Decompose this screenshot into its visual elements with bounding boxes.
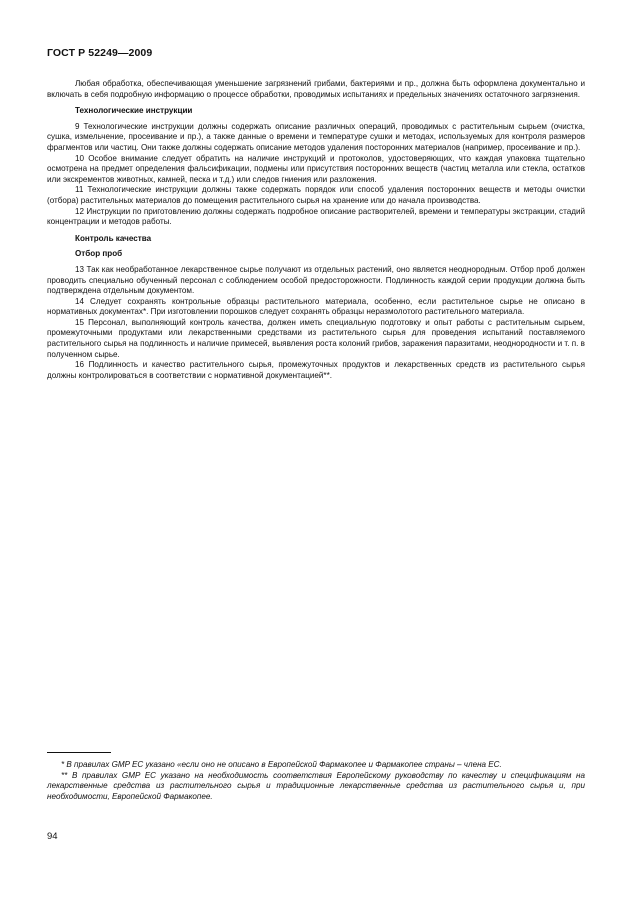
paragraph-intro: Любая обработка, обеспечивающая уменьшение загрязнений грибами, бактериями и пр., должна быть оформлена документально и включать в себя подробную информацию о процессе обработки, проводимых испытаниях и предельных значениях остаточного загрязнения. [47,79,585,99]
footnote-2: ** В правилах GMP ЕС указано на необходимость соответствия Европейскому руководству по качеству и спецификациям на лекарственные средства из растительного сырья и традиционные лекарственные средства из растительного сырья и, при необходимости, Европейской Фармакопее. [47,770,585,802]
paragraph-13: 13 Так как необработанное лекарственное сырье получают из отдельных растений, оно является неоднородным. Отбор проб должен проводить специально обученный персонал с соблюдением особой предосторожности. Подлинность каждой серии продукции должна быть подтверждена отдельным документом. [47,264,585,296]
standard-header: ГОСТ Р 52249—2009 [47,47,153,59]
paragraph-12: 12 Инструкции по приготовлению должны содержать подробное описание растворителей, времени и температуры экстракции, стадий концентрации и методов работы. [47,206,585,227]
footnote-divider [47,752,111,753]
paragraph-15: 15 Персонал, выполняющий контроль качества, должен иметь специальную подготовку и опыт работы с растительным сырьем, промежуточными продуктами или лекарственными средствами из растительного сырья для проведения испытаний поставляемого растительного сырья на подлинность и наличие примесей, выявления роста колоний грибов, заражения паразитами, неоднородности и т. п. в полученном сырье. [47,317,585,359]
page-number: 94 [47,831,58,842]
paragraph-10: 10 Особое внимание следует обратить на наличие инструкций и протоколов, удостоверяющих, что каждая упаковка тщательно осмотрена на предмет определения фальсификации, подмены или присутствия посторонних веществ (частиц металла или стекла, остатков или экскрементов животных, камней, песка и т.д.) или следов гниения или разложения. [47,153,585,184]
heading-sampling: Отбор проб [75,249,123,259]
paragraph-9: 9 Технологические инструкции должны содержать описание различных операций, проводимых с растительным сырьем (очистка, сушка, измельчение, просеивание и пр.), а также данные о времени и температуре сушки и методах, используемых для контроля размеров фрагментов или частиц. Они также должны содержать описание методов удаления посторонних материалов (например, просеивание и пр.). [47,121,585,152]
heading-quality-control: Контроль качества [75,233,152,243]
heading-tech-instructions: Технологические инструкции [75,106,193,116]
paragraph-16: 16 Подлинность и качество растительного сырья, промежуточных продуктов и лекарственных средств из растительного сырья должны контролироваться в соответствии с нормативной документацией**. [47,360,585,380]
paragraph-11: 11 Технологические инструкции должны также содержать порядок или способ удаления посторонних веществ и методы очистки (отбора) растительных материалов до помещения растительного сырья на хранение или до начала производства. [47,185,585,205]
body-text [47,79,585,381]
footnotes [47,760,585,803]
footnote-1: * В правилах GMP ЕС указано «если оно не описано в Европейской Фармакопее и Фармакопее страны – члена ЕС. [61,760,502,769]
paragraph-14: 14 Следует сохранять контрольные образцы растительного материала, особенно, если растительное сырье не описано в нормативных документах*. При изготовлении порошков следует сохранять образцы неразмолотого растительного материала. [47,296,585,317]
